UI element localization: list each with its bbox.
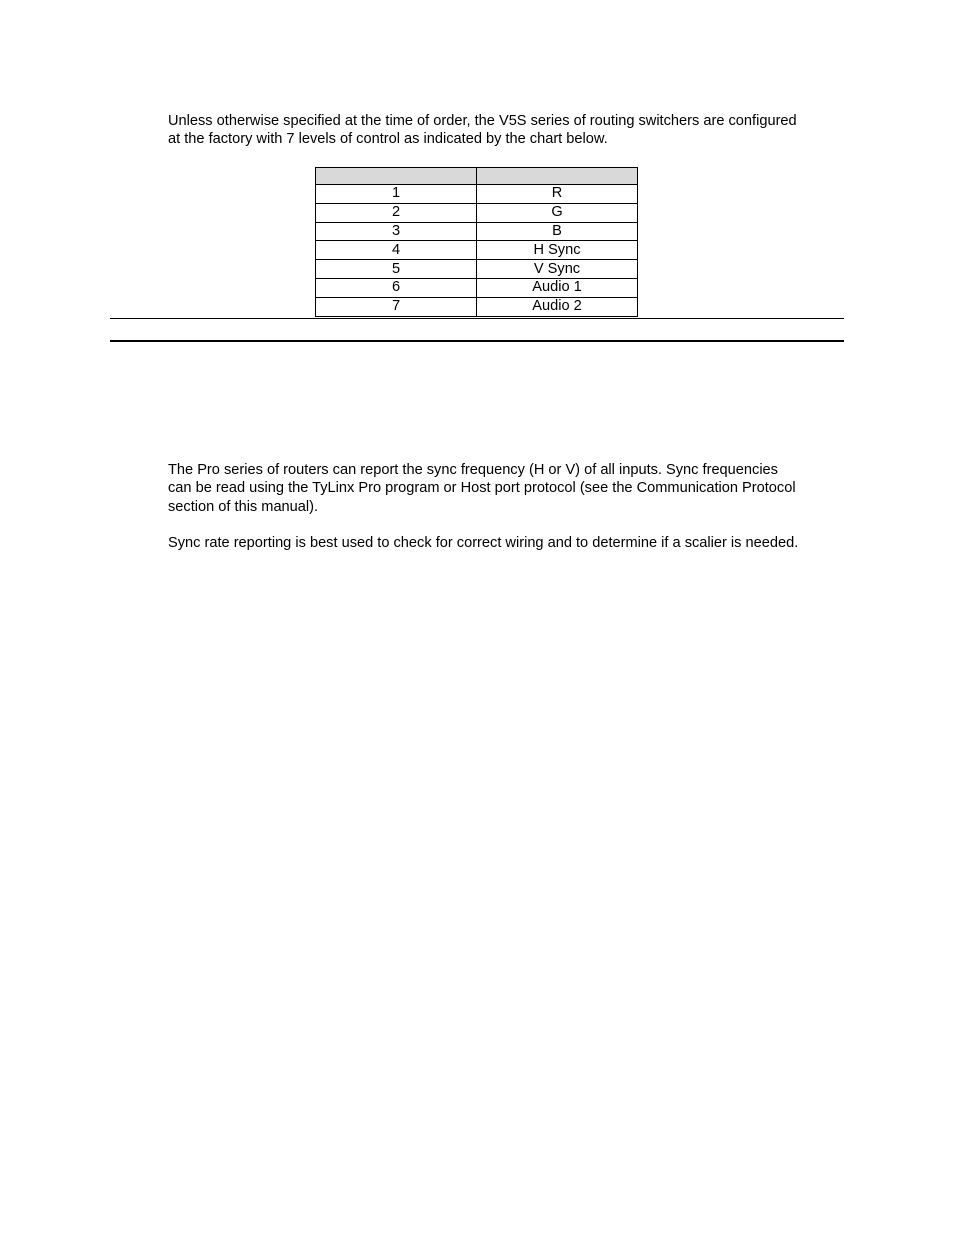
level-cell: 4 <box>316 241 477 260</box>
intro-line: Unless otherwise specified at the time of order, the V5S series of routing switchers are configured <box>168 113 797 129</box>
table-row <box>316 203 638 222</box>
table-row <box>316 222 638 241</box>
header-signal <box>477 168 638 185</box>
signal-cell: R <box>477 185 638 204</box>
level-cell: 1 <box>316 185 477 204</box>
intro-paragraph <box>168 112 848 149</box>
table-header-row <box>316 168 638 185</box>
sync-line: The Pro series of routers can report the sync frequency (H or V) of all inputs. Sync frequencies <box>168 462 778 478</box>
signal-cell: Audio 2 <box>477 297 638 316</box>
section-divider-thick <box>110 340 844 342</box>
sync-rate-line: Sync rate reporting is best used to check for correct wiring and to determine if a scalier is needed. <box>168 535 799 551</box>
signal-cell: G <box>477 203 638 222</box>
signal-cell: B <box>477 222 638 241</box>
level-cell: 5 <box>316 260 477 279</box>
header-level <box>316 168 477 185</box>
sync-rate-paragraph <box>168 534 848 552</box>
table-row <box>316 278 638 297</box>
signal-cell: V Sync <box>477 260 638 279</box>
levels-table <box>315 167 638 317</box>
section-divider-thin <box>110 318 844 319</box>
table-row <box>316 185 638 204</box>
level-cell: 7 <box>316 297 477 316</box>
sync-paragraph <box>168 461 848 516</box>
level-cell: 3 <box>316 222 477 241</box>
sync-line: can be read using the TyLinx Pro program or Host port protocol (see the Communication Protocol <box>168 480 796 497</box>
level-cell: 6 <box>316 278 477 297</box>
level-cell: 2 <box>316 203 477 222</box>
sync-line: section of this manual). <box>168 498 319 515</box>
intro-line: at the factory with 7 levels of control as indicated by the chart below. <box>168 131 608 148</box>
signal-cell: Audio 1 <box>477 278 638 297</box>
table-row <box>316 297 638 316</box>
signal-cell: H Sync <box>477 241 638 260</box>
table-row <box>316 241 638 260</box>
table-row <box>316 260 638 279</box>
